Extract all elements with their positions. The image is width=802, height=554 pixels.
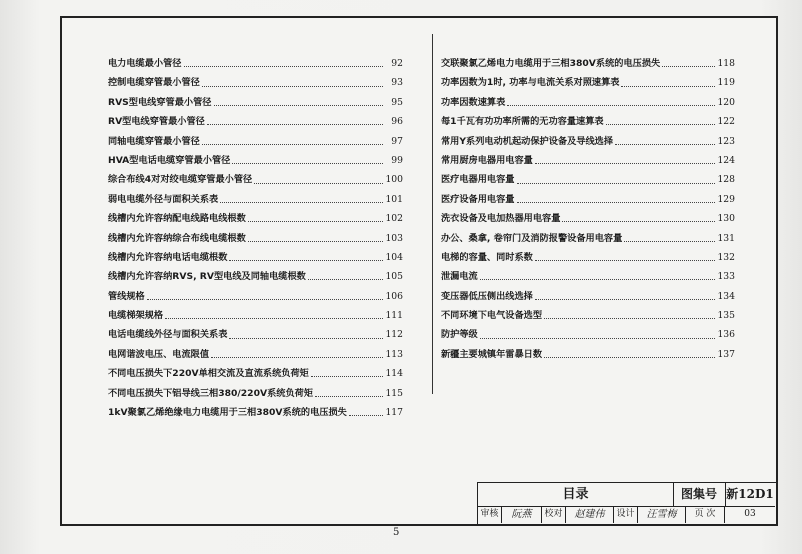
dot-leader bbox=[480, 338, 715, 339]
toc-entry-title: 1kV聚氯乙烯绝缘电力电缆用于三相380V系统的电压损失 bbox=[108, 407, 347, 419]
toc-entry-page: 118 bbox=[717, 58, 735, 69]
dot-leader bbox=[254, 183, 383, 184]
dot-leader bbox=[184, 66, 384, 67]
toc-entry bbox=[441, 171, 735, 190]
dot-leader bbox=[202, 144, 383, 145]
toc-entry-page: 124 bbox=[717, 154, 735, 166]
toc-entry-page: 97 bbox=[391, 135, 403, 147]
dot-leader bbox=[544, 318, 715, 319]
toc-entry bbox=[108, 191, 403, 210]
toc-entry-title: 线槽内允许容纳电话电缆根数 bbox=[108, 251, 228, 263]
toc-entry-title: 电梯的容量、同时系数 bbox=[441, 251, 533, 263]
toc-entry-page: 104 bbox=[385, 251, 403, 263]
toc-entry-title: 交联聚氯乙烯电力电缆用于三相380V系统的电压损失 bbox=[441, 58, 661, 69]
toc-entry-title: 功率因数速算表 bbox=[441, 96, 506, 108]
dot-leader bbox=[535, 260, 715, 261]
toc-entry-title: 电缆梯架规格 bbox=[108, 310, 164, 322]
toc-entry bbox=[108, 288, 403, 307]
toc-entry-title: 不同电压损失下铝导线三相380/220V系统负荷矩 bbox=[108, 387, 314, 399]
toc-entry bbox=[441, 326, 735, 345]
toc-entry-title: 线槽内允许容纳综合布线电缆根数 bbox=[108, 232, 246, 244]
toc-entry-title: RVS型电线穿管最小管径 bbox=[108, 96, 212, 108]
toc-entry-page: 135 bbox=[717, 310, 735, 322]
dot-leader bbox=[349, 415, 383, 416]
toc-entry bbox=[108, 385, 403, 404]
dot-leader bbox=[147, 299, 383, 300]
toc-entry-page: 111 bbox=[385, 310, 403, 322]
toc-entry-title: 变压器低压侧出线选择 bbox=[441, 290, 533, 302]
toc-entry-page: 129 bbox=[717, 193, 735, 205]
dot-leader bbox=[662, 66, 715, 67]
dot-leader bbox=[544, 357, 715, 358]
toc-entry-page: 122 bbox=[717, 116, 735, 128]
dot-leader bbox=[248, 221, 383, 222]
toc-right-column bbox=[441, 55, 735, 365]
toc-entry-page: 105 bbox=[385, 271, 403, 283]
dot-leader bbox=[202, 86, 383, 87]
toc-entry bbox=[441, 113, 735, 132]
dot-leader bbox=[621, 86, 715, 87]
dot-leader bbox=[535, 299, 715, 300]
toc-entry bbox=[441, 74, 735, 93]
toc-entry-title: 电话电缆线外径与面积关系表 bbox=[108, 329, 228, 341]
toc-entry-title: 办公、桑拿, 卷帘门及消防报警设备用电容量 bbox=[441, 232, 623, 244]
dot-leader bbox=[229, 338, 383, 339]
toc-entry-title: 控制电缆穿管最小管径 bbox=[108, 77, 200, 89]
toc-entry-page: 117 bbox=[385, 407, 403, 419]
title-block bbox=[477, 482, 776, 524]
toc-entry-page: 99 bbox=[391, 154, 403, 166]
dot-leader bbox=[507, 105, 715, 106]
toc-entry-title: 同轴电缆穿管最小管径 bbox=[108, 135, 200, 147]
toc-entry-title: 泄漏电流 bbox=[441, 271, 478, 283]
dot-leader bbox=[606, 124, 715, 125]
toc-entry bbox=[441, 210, 735, 229]
check-label: 校对 bbox=[542, 506, 566, 523]
dot-leader bbox=[207, 124, 383, 125]
toc-entry-page: 115 bbox=[385, 387, 403, 399]
toc-entry-title: RV型电线穿管最小管径 bbox=[108, 116, 205, 128]
dot-leader bbox=[308, 279, 383, 280]
toc-entry-page: 128 bbox=[717, 174, 735, 186]
toc-entry bbox=[108, 326, 403, 345]
toc-entry-title: 线槽内允许容纳RVS, RV型电线及同轴电缆根数 bbox=[108, 271, 306, 283]
dot-leader bbox=[624, 241, 715, 242]
toc-entry bbox=[441, 152, 735, 171]
toc-entry bbox=[108, 307, 403, 326]
dot-leader bbox=[615, 144, 715, 145]
dot-leader bbox=[517, 183, 716, 184]
toc-entry bbox=[441, 288, 735, 307]
toc-entry-page: 102 bbox=[385, 213, 403, 225]
dot-leader bbox=[311, 376, 383, 377]
toc-entry-title: 防护等级 bbox=[441, 329, 478, 341]
toc-entry bbox=[108, 55, 403, 74]
dot-leader bbox=[211, 357, 383, 358]
toc-entry bbox=[441, 55, 735, 74]
toc-entry-title: 线槽内允许容纳配电线路电线根数 bbox=[108, 213, 246, 225]
dot-leader bbox=[232, 163, 383, 164]
toc-entry-page: 112 bbox=[385, 329, 403, 341]
toc-entry-page: 106 bbox=[385, 290, 403, 302]
toc-entry bbox=[441, 133, 735, 152]
toc-entry-page: 119 bbox=[717, 77, 735, 89]
toc-left-column bbox=[108, 55, 403, 423]
dot-leader bbox=[315, 396, 383, 397]
column-divider bbox=[432, 34, 433, 394]
toc-entry bbox=[108, 346, 403, 365]
toc-entry-page: 95 bbox=[391, 96, 403, 108]
design-signature: 汪雪梅 bbox=[638, 506, 686, 523]
toc-entry-title: 每1千瓦有功功率所需的无功容量速算表 bbox=[441, 116, 604, 128]
toc-entry bbox=[441, 268, 735, 287]
toc-entry-title: 洗衣设备及电加热器用电容量 bbox=[441, 213, 561, 225]
toc-entry bbox=[108, 268, 403, 287]
dot-leader bbox=[165, 318, 383, 319]
toc-entry bbox=[441, 249, 735, 268]
toc-entry-title: 电网谐波电压、电流限值 bbox=[108, 348, 210, 360]
page-value: 03 bbox=[744, 509, 756, 519]
toc-entry bbox=[108, 74, 403, 93]
toc-entry-page: 93 bbox=[391, 77, 403, 89]
toc-entry bbox=[108, 210, 403, 229]
toc-entry-page: 113 bbox=[385, 348, 403, 360]
toc-entry-title: 医疗电器用电容量 bbox=[441, 174, 515, 186]
toc-entry-title: 不同电压损失下220V单相交流及直流系统负荷矩 bbox=[108, 368, 309, 380]
toc-entry-page: 123 bbox=[717, 135, 735, 147]
toc-entry-title: 不同环境下电气设备选型 bbox=[441, 310, 543, 322]
atlas-number: 新12D1 bbox=[726, 487, 774, 501]
check-signature: 赵建伟 bbox=[566, 506, 614, 523]
toc-entry bbox=[441, 346, 735, 365]
dot-leader bbox=[248, 241, 383, 242]
design-label: 设计 bbox=[614, 506, 638, 523]
toc-entry-page: 136 bbox=[717, 329, 735, 341]
toc-entry bbox=[441, 94, 735, 113]
toc-entry bbox=[108, 94, 403, 113]
title-block-title: 目录 bbox=[478, 483, 674, 506]
toc-entry bbox=[108, 133, 403, 152]
dot-leader bbox=[229, 260, 383, 261]
toc-entry-page: 131 bbox=[717, 232, 735, 244]
toc-entry-page: 92 bbox=[391, 58, 403, 69]
dot-leader bbox=[214, 105, 384, 106]
toc-entry bbox=[108, 230, 403, 249]
toc-entry bbox=[441, 307, 735, 326]
toc-entry bbox=[108, 113, 403, 132]
toc-entry-page: 137 bbox=[717, 348, 735, 360]
dot-leader bbox=[562, 221, 715, 222]
toc-entry-title: HVA型电话电缆穿管最小管径 bbox=[108, 154, 231, 166]
toc-entry bbox=[108, 171, 403, 190]
page-label: 页 次 bbox=[686, 506, 725, 523]
toc-entry-title: 常用厨房电器用电容量 bbox=[441, 154, 533, 166]
atlas-number-label: 图集号 bbox=[673, 483, 726, 506]
toc-entry bbox=[108, 152, 403, 171]
toc-entry-page: 100 bbox=[385, 174, 403, 186]
toc-entry-title: 管线规格 bbox=[108, 290, 145, 302]
toc-entry-title: 新疆主要城镇年雷暴日数 bbox=[441, 348, 543, 360]
dot-leader bbox=[220, 202, 383, 203]
toc-entry-page: 120 bbox=[717, 96, 735, 108]
toc-entry-page: 134 bbox=[717, 290, 735, 302]
dot-leader bbox=[480, 279, 715, 280]
toc-entry-page: 96 bbox=[391, 116, 403, 128]
toc-entry-title: 电力电缆最小管径 bbox=[108, 58, 182, 69]
review-label: 审核 bbox=[478, 506, 502, 523]
toc-entry-title: 功率因数为1时, 功率与电流关系对照速算表 bbox=[441, 77, 620, 89]
toc-entry bbox=[441, 230, 735, 249]
toc-entry bbox=[108, 404, 403, 423]
toc-entry-page: 130 bbox=[717, 213, 735, 225]
toc-entry-page: 133 bbox=[717, 271, 735, 283]
toc-entry-page: 114 bbox=[385, 368, 403, 380]
dot-leader bbox=[517, 202, 716, 203]
toc-entry-title: 综合布线4对对绞电缆穿管最小管径 bbox=[108, 174, 253, 186]
toc-entry bbox=[108, 365, 403, 384]
page-number: 5 bbox=[393, 527, 400, 538]
toc-entry-title: 弱电电缆外径与面积关系表 bbox=[108, 193, 219, 205]
toc-entry-title: 医疗设备用电容量 bbox=[441, 193, 515, 205]
toc-entry bbox=[108, 249, 403, 268]
toc-entry-page: 132 bbox=[717, 251, 735, 263]
toc-entry-page: 101 bbox=[385, 193, 403, 205]
toc-entry bbox=[441, 191, 735, 210]
toc-entry-title: 常用Y系列电动机起动保护设备及导线选择 bbox=[441, 135, 614, 147]
review-signature: 阮燕 bbox=[502, 506, 542, 523]
toc-entry-page: 103 bbox=[385, 232, 403, 244]
dot-leader bbox=[535, 163, 715, 164]
